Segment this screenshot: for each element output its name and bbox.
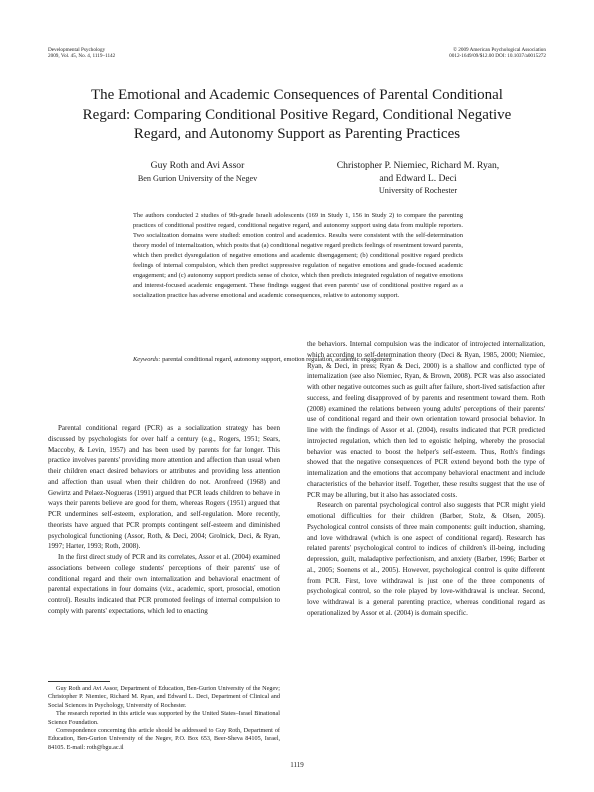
footnote-paragraph: Correspondence concerning this article should be addressed to Guy Roth, Department of Education, Ben-Gurion University of the Negev, P.O. Box 653, Beer-Sheva 84105, Israel, 84105. E-mail: roth@bgu.ac.il [48,727,280,751]
doi-line: 0012-1649/09/$12.00 DOI: 10.1037/a0015272 [449,53,546,60]
title-line-3: Regard, and Autonomy Support as Parenting Practices [133,126,461,142]
author-affiliation-1: Ben Gurion University of the Negev [137,173,258,183]
body-column-left [48,423,280,617]
author-group-2 [308,160,528,196]
keywords-label: Keywords: [133,356,161,363]
body-paragraph: Research on parental psychological control also suggests that PCR might yield emotional difficulties for their children (Barber, Stolz, & Olsen, 2005). Psychological control consists of three main components: guilt induction, shaming, and love withdrawal (which is one aspect of conditional regard). Research has related parents' psychological control to indices of children's ill-being, including depression, guilt, maladaptive perfectionism, and anxiety (Barber, 1996; Barber et al., 2005; Soenens et al., 2005). However, psychological control is quite different from PCR. First, love withdrawal is just one of the three components of psychological control, so the role played by love-withdrawal is unclear. Second, love withdrawal is a general parenting practice, whereas conditional regard as operationalized by Assor et al. (2004) is domain specific. [307,501,545,617]
body-paragraph: the behaviors. Internal compulsion was the indicator of introjected internalization, which according to self-determination theory (Deci & Ryan, 1985, 2000; Niemiec, Ryan, & Deci, in press; Ryan & Deci, 2000) is a shallow and conflicted type of internalization (see also Niemiec, Ryan, & Brown, 2008). PCR was also associated with other negative outcomes such as guilt after failure, short-lived satisfaction after success, and feeling disapproved of by parents and resentment toward them. Roth (2008) examined the relations between young adults' perceptions of their parents' use of conditional regard and their own orientation toward prosocial behavior. In line with the findings of Assor et al. (2004), results indicated that PCR predicted introjected regulation, which then led to egoistic helping, whereby the prosocial behavior was enacted to boost the helper's self-esteem. Thus, Roth's findings showed that the negative consequences of PCR extend beyond both the type of internalization and the emotions that accompany behavioral enactment and include characteristics of the behavior itself. Together, these results suggest that the use of PCR may be alluring, but it also has associated costs. [307,340,545,499]
title-line-2: Regard: Comparing Conditional Positive Regard, Conditional Negative [82,106,512,123]
article-title [0,86,594,145]
copyright-line: © 2009 American Psychological Association [453,47,546,53]
volume-info: 2009, Vol. 45, No. 4, 1119–1142 [48,53,116,60]
author-group-1 [90,160,305,184]
abstract: The authors conducted 2 studies of 9th-grade Israeli adolescents (169 in Study 1, 156 in Study 2) to compare the parenting practices of conditional positive regard, conditional negative regard, and autonomy support using data from multiple reporters. Two socialization domains were studied: emotion control and academics. Results were consistent with the self-determination theory model of internalization, which posits that (a) conditional negative regard predicts feelings of resentment toward parents, which then predict dysregulation of negative emotions and academic disengagement; (b) conditional positive regard predicts feelings of internal compulsion, which then predict suppressive regulation of negative emotions and grade-focused academic engagement; and (c) autonomy support predicts sense of choice, which then predicts integrated regulation of negative emotions and interest-focused academic engagement. These findings suggest that even parents' use of conditional positive regard as a socialization practice has adverse emotional and academic consequences, relative to autonomy support. [133,212,463,300]
footnote-divider [48,681,110,682]
running-header-left [48,47,115,60]
keywords-text: parental conditional regard, autonomy support, emotion regulation, academic engagement [160,356,392,363]
author-affiliation-2: University of Rochester [378,186,458,195]
journal-name: Developmental Psychology [48,47,106,53]
author-names-2b: and Edward L. Deci [379,172,457,184]
author-note [48,685,280,752]
body-paragraph: In the first direct study of PCR and its correlates, Assor et al. (2004) examined associations between college students' perceptions of their parents' use of conditional regard and their own internalization and behavioral enactment of parental expectations in four domains (viz., academic, sport, prosocial, emotion control). Results indicated that PCR promoted feelings of internal compulsion to comply with parents' expectations, which led to enacting [48,553,280,615]
footnote-paragraph: Guy Roth and Avi Assor, Department of Education, Ben-Gurion University of the Negev; Christopher P. Niemiec, Richard M. Ryan, and Edward L. Deci, Department of Clinical and Social Sciences in Psychology, University of Rochester. [48,685,280,709]
page-number: 1119 [290,761,304,769]
title-line-1: The Emotional and Academic Consequences of Parental Conditional [91,87,503,103]
author-names-2a: Christopher P. Niemiec, Richard M. Ryan, [336,160,500,171]
body-column-right [307,339,545,619]
footnote-paragraph: The research reported in this article was supported by the United States–Israel Binational Science Foundation. [48,710,280,726]
author-names-1: Guy Roth and Avi Assor [150,160,245,171]
running-header-right [449,47,546,60]
body-paragraph: Parental conditional regard (PCR) as a socialization strategy has been discussed by psychologists for over half a century (e.g., Rogers, 1951; Sears, Maccoby, & Levin, 1957) and has been used by parents for far longer. This practice involves parents' providing more attention and affection than usual when their children enact desired behaviors or attributes and providing less attention and affection than usual when their children do not. Aronfreed (1968) and Gewirtz and Pelaez-Nogueras (1991) argued that PCR leads children to behave in ways their parents believe are good for them, whereas Rogers (1951) argued that PCR undermines self-esteem, exploration, and self-regulation. More recently, theorists have argued that PCR prompts contingent self-esteem and diminished psychological functioning (Assor, Roth, & Deci, 2004; Grolnick, Deci, & Ryan, 1997; Harter, 1993; Roth, 2008). [48,424,280,551]
